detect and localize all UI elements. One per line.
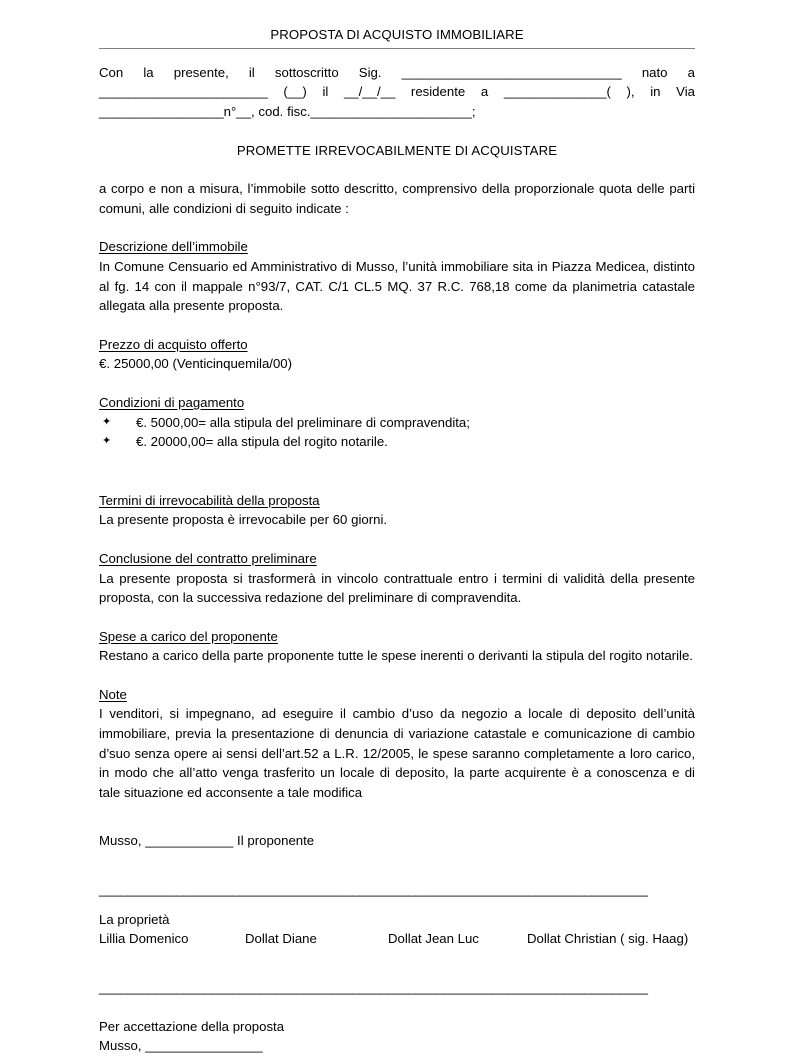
section-body-conclusione: La presente proposta si trasformerà in vincolo contrattuale entro i termini di validità della presente proposta, con la successiva redazione del preliminare di compravendita.: [99, 570, 695, 606]
section-body-spese: Restano a carico della parte proponente tutte le spese inerenti o derivanti la stipula del rogito notarile.: [99, 648, 693, 664]
promise-heading: PROMETTE IRREVOCABILMENTE DI ACQUISTARE: [236, 142, 558, 158]
section-heading-prezzo-wrap: [99, 335, 695, 355]
list-item-label: €. 20000,00= alla stipula del rogito notarile.: [136, 434, 388, 450]
section-heading-descrizione-wrap: [99, 237, 695, 257]
section-heading-spese-wrap: [99, 627, 695, 647]
title-divider: [99, 48, 695, 49]
owner-name: Dollat Diane: [245, 931, 317, 947]
preamble-paragraph: a corpo e non a misura, l’immobile sotto descritto, comprensivo della proporzionale quota delle parti comuni, alle condizioni di seguito indicate :: [99, 181, 695, 216]
section-body-termini: La presente proposta è irrevocabile per 60 giorni.: [99, 512, 388, 528]
intro-line-3: _________________n°__, cod. fisc.______________________;: [99, 104, 476, 119]
page-title: PROPOSTA DI ACQUISTO IMMOBILIARE: [270, 27, 524, 42]
section-heading-note-wrap: [99, 685, 695, 705]
section-heading-note: Note: [99, 686, 127, 702]
diamond-bullet-icon: ✦: [102, 415, 112, 428]
section-heading-condizioni: Condizioni di pagamento: [99, 394, 245, 410]
document-content: [99, 26, 695, 1056]
owner-name: Dollat Jean Luc: [388, 931, 479, 947]
owner-name: Dollat Christian ( sig. Haag): [527, 931, 689, 947]
intro-line-1: Con la presente, il sottoscritto Sig. ______________________________ nato a: [99, 64, 695, 80]
list-item: [99, 432, 695, 452]
section-body-note: I venditori, si impegnano, ad eseguire il cambio d’uso da negozio a locale di deposito dell’unità immobiliare, previa la presentazione di denuncia di variazione catastale e comunicazione di cambio d’suo senza opere ai sensi dell’art.52 a L.R. 12/2005, le spese saranno completamente a loro carico, in modo che all’atto venga trasferito un locale di deposito, la parte acquirente è a conoscenza e di tale situazione ed acconsente a tale modifica: [99, 706, 695, 800]
acceptance-signature-line: Musso, ________________: [99, 1038, 263, 1054]
signature-divider-top: ______________________________________________________________________________: [99, 882, 648, 898]
section-heading-condizioni-wrap: [99, 393, 695, 413]
intro-paragraph: [99, 63, 695, 122]
diamond-bullet-icon: ✦: [102, 435, 112, 448]
section-heading-termini-wrap: [99, 491, 695, 511]
intro-line-2: _______________________ (__) il __/__/__ residente a ______________( ), in Via: [99, 84, 695, 100]
owner-name: Lillia Domenico: [99, 931, 189, 947]
section-heading-descrizione: Descrizione dell’immobile: [99, 239, 248, 255]
section-body-prezzo: €. 25000,00 (Venticinquemila/00): [99, 356, 293, 372]
signature-divider-bottom: ______________________________________________________________________________: [99, 980, 648, 996]
property-label: La proprietà: [99, 911, 170, 927]
payment-conditions-list: [99, 413, 695, 452]
proposer-signature-line: Musso, ____________ Il proponente: [99, 833, 315, 849]
list-item-label: €. 5000,00= alla stipula del preliminare di compravendita;: [136, 414, 470, 430]
list-item: [99, 413, 695, 433]
section-heading-spese: Spese a carico del proponente: [99, 628, 278, 644]
section-heading-prezzo: Prezzo di acquisto offerto: [99, 336, 248, 352]
section-heading-termini: Termini di irrevocabilità della proposta: [99, 492, 320, 508]
acceptance-label: Per accettazione della proposta: [99, 1018, 285, 1034]
section-body-descrizione: In Comune Censuario ed Amministrativo di Musso, l’unità immobiliare sita in Piazza Medicea, distinto al fg. 14 con il mappale n°93/7, CAT. C/1 CL.5 MQ. 37 R.C. 768,18 come da planimetria catastale allegata alla presente proposta.: [99, 258, 695, 314]
section-heading-conclusione-wrap: [99, 549, 695, 569]
section-heading-conclusione: Conclusione del contratto preliminare: [99, 550, 317, 566]
property-owners-row: [99, 929, 695, 949]
